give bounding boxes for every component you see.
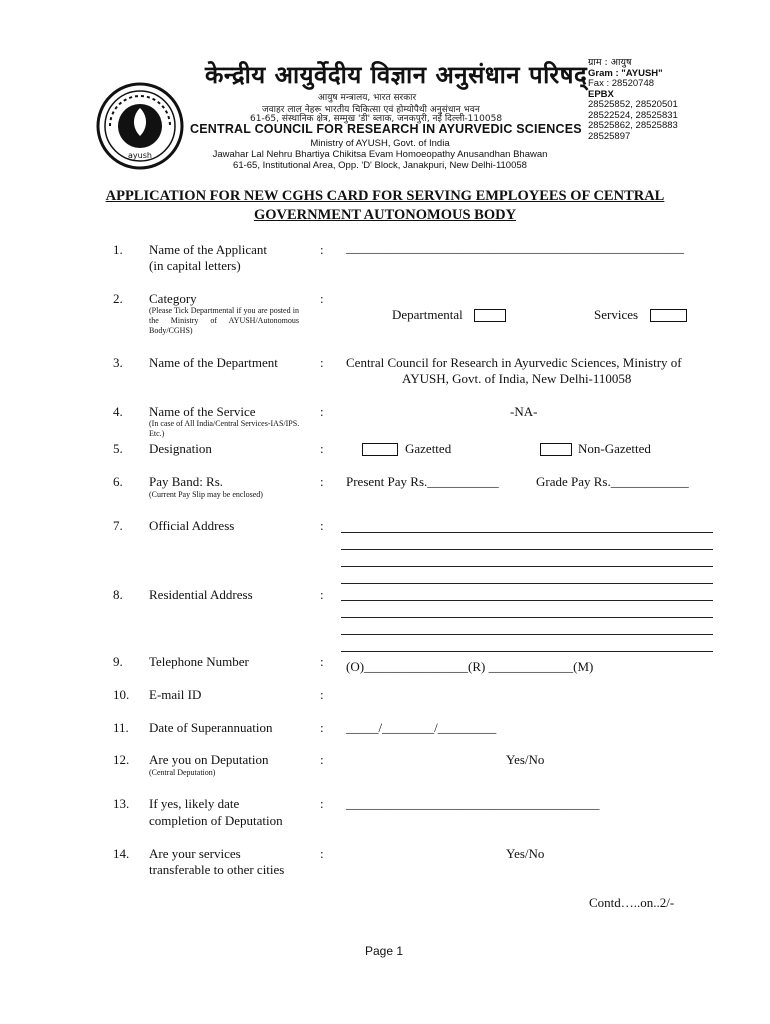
field-8-label: Residential Address (149, 587, 253, 602)
hindi-subtitle-1: आयुष मन्त्रालय, भारत सरकार (318, 93, 417, 103)
field-11-label: Date of Superannuation (149, 720, 273, 735)
field-6-label: Pay Band: Rs. (149, 474, 224, 489)
transferable-yes-no[interactable]: Yes/No (506, 846, 545, 861)
field-13-colon: : (320, 796, 324, 811)
field-8-number: 8. (113, 587, 123, 602)
document-title (70, 187, 700, 225)
contact-phone-3: 28525862, 28525883 (588, 120, 678, 131)
category-services-checkbox[interactable] (650, 309, 687, 322)
official-address-line-3[interactable] (341, 566, 713, 567)
logo-text: ayush (128, 151, 152, 160)
category-departmental-checkbox[interactable] (474, 309, 506, 322)
field-6-note: (Current Pay Slip may be enclosed) (149, 490, 263, 499)
field-14-colon: : (320, 846, 324, 861)
field-4-note: (In case of All India/Central Services-IAS/IPS. Etc.) (149, 419, 300, 438)
official-address-line-2[interactable] (341, 549, 713, 550)
present-pay-field[interactable]: Present Pay Rs.___________ (346, 474, 499, 489)
field-10-colon: : (320, 687, 324, 702)
hindi-subtitle-3: 61-65, संस्थानिक क्षेत्र, सम्मुख 'डी' ब्लाक, जनकपुरी, नई दिल्ली-110058 (250, 114, 503, 124)
field-9-colon: : (320, 654, 324, 669)
field-14-label: Are your services (149, 846, 241, 861)
title-line-1: APPLICATION FOR NEW CGHS CARD FOR SERVING EMPLOYEES OF CENTRAL (105, 188, 665, 204)
service-name-value: -NA- (510, 404, 538, 419)
field-13-label: If yes, likely date (149, 796, 240, 811)
field-3-number: 3. (113, 355, 123, 370)
field-9-label: Telephone Number (149, 654, 249, 669)
deputation-yes-no[interactable]: Yes/No (506, 752, 545, 767)
field-2-number: 2. (113, 291, 123, 306)
residential-address-line-3[interactable] (341, 634, 713, 635)
residential-address-line-4[interactable] (341, 651, 713, 652)
designation-gazetted-label: Gazetted (405, 441, 452, 456)
contact-epbx: EPBX (588, 88, 614, 100)
designation-nongazetted-label: Non-Gazetted (578, 441, 651, 456)
field-11-number: 11. (113, 720, 129, 735)
contact-gram: Gram : "AYUSH" (588, 67, 663, 79)
field-1-sublabel: (in capital letters) (149, 258, 241, 273)
ccras-logo (96, 82, 184, 170)
field-12-label: Are you on Deputation (149, 752, 269, 767)
telephone-number-field[interactable]: (O)________________(R) _____________(M) (346, 659, 594, 674)
field-2-note: (Please Tick Departmental if you are posted in the Ministry of AYUSH/Autonomous Body/CGHS) (149, 306, 299, 335)
official-address-line-4[interactable] (341, 583, 713, 584)
field-5-colon: : (320, 441, 324, 456)
field-14-number: 14. (113, 846, 130, 861)
field-12-note: (Central Deputation) (149, 768, 216, 777)
field-4-label: Name of the Service (149, 404, 256, 419)
english-title: CENTRAL COUNCIL FOR RESEARCH IN AYURVEDIC SCIENCES (190, 122, 582, 136)
page-number: Page 1 (365, 944, 404, 958)
field-11-colon: : (320, 720, 324, 735)
field-12-colon: : (320, 752, 324, 767)
category-services-label: Services (594, 307, 639, 322)
field-13-number: 13. (113, 796, 130, 811)
grade-pay-field[interactable]: Grade Pay Rs.____________ (536, 474, 689, 489)
deputation-completion-field[interactable]: _______________________________________ (346, 796, 600, 811)
field-4-colon: : (320, 404, 324, 419)
field-9-number: 9. (113, 654, 123, 669)
hindi-title: केन्द्रीय आयुर्वेदीय विज्ञान अनुसंधान परिषद् (205, 61, 588, 89)
english-subtitle-1: Ministry of AYUSH, Govt. of India (310, 138, 450, 149)
official-address-line-1[interactable] (341, 532, 713, 533)
field-1-number: 1. (113, 242, 123, 257)
field-13-label-2: completion of Deputation (149, 813, 283, 828)
field-7-colon: : (320, 518, 324, 533)
field-10-label: E-mail ID (149, 687, 202, 702)
continued-note: Contd…..on..2/- (589, 895, 675, 910)
field-4-number: 4. (113, 404, 123, 419)
designation-gazetted-checkbox[interactable] (362, 443, 398, 456)
field-5-number: 5. (113, 441, 123, 456)
english-subtitle-3: 61-65, Institutional Area, Opp. 'D' Block, Janakpuri, New Delhi-110058 (233, 160, 527, 171)
applicant-name-field[interactable]: ____________________________________________________ (346, 240, 684, 255)
field-12-number: 12. (113, 752, 130, 767)
field-8-colon: : (320, 587, 324, 602)
field-3-colon: : (320, 355, 324, 370)
designation-nongazetted-checkbox[interactable] (540, 443, 572, 456)
title-line-2: GOVERNMENT AUTONOMOUS BODY (253, 207, 517, 223)
department-name-line-1: Central Council for Research in Ayurvedic Sciences, Ministry of (346, 355, 682, 370)
contact-fax: Fax : 28520748 (588, 78, 655, 89)
field-1-colon: : (320, 242, 324, 257)
field-1-label: Name of the Applicant (149, 242, 268, 257)
field-2-colon: : (320, 291, 324, 306)
residential-address-line-2[interactable] (341, 617, 713, 618)
field-7-number: 7. (113, 518, 123, 533)
superannuation-date-field[interactable]: _____/________/_________ (346, 720, 497, 735)
contact-phone-1: 28525852, 28520501 (588, 99, 678, 110)
english-subtitle-2: Jawahar Lal Nehru Bhartiya Chikitsa Evam Homoeopathy Anusandhan Bhawan (212, 149, 548, 160)
residential-address-line-1[interactable] (341, 600, 713, 601)
field-6-colon: : (320, 474, 324, 489)
field-10-number: 10. (113, 687, 130, 702)
hindi-subtitle-2: जवाहर लाल नेहरू भारतीय चिकित्सा एवं होम्योपैथी अनुसंधान भवन (262, 105, 480, 115)
field-3-label: Name of the Department (149, 355, 278, 370)
department-name-line-2: AYUSH, Govt. of India, New Delhi-110058 (402, 371, 632, 386)
field-7-label: Official Address (149, 518, 235, 533)
contact-phone-4: 28525897 (588, 130, 631, 142)
field-6-number: 6. (113, 474, 123, 489)
contact-gram-hindi: ग्राम : आयुष (588, 57, 632, 68)
field-2-label: Category (149, 291, 197, 306)
field-5-label: Designation (149, 441, 212, 456)
category-departmental-label: Departmental (392, 307, 463, 322)
field-14-label-2: transferable to other cities (149, 862, 285, 877)
contact-block (588, 58, 678, 142)
contact-phone-2: 28522524, 28525831 (588, 109, 678, 121)
